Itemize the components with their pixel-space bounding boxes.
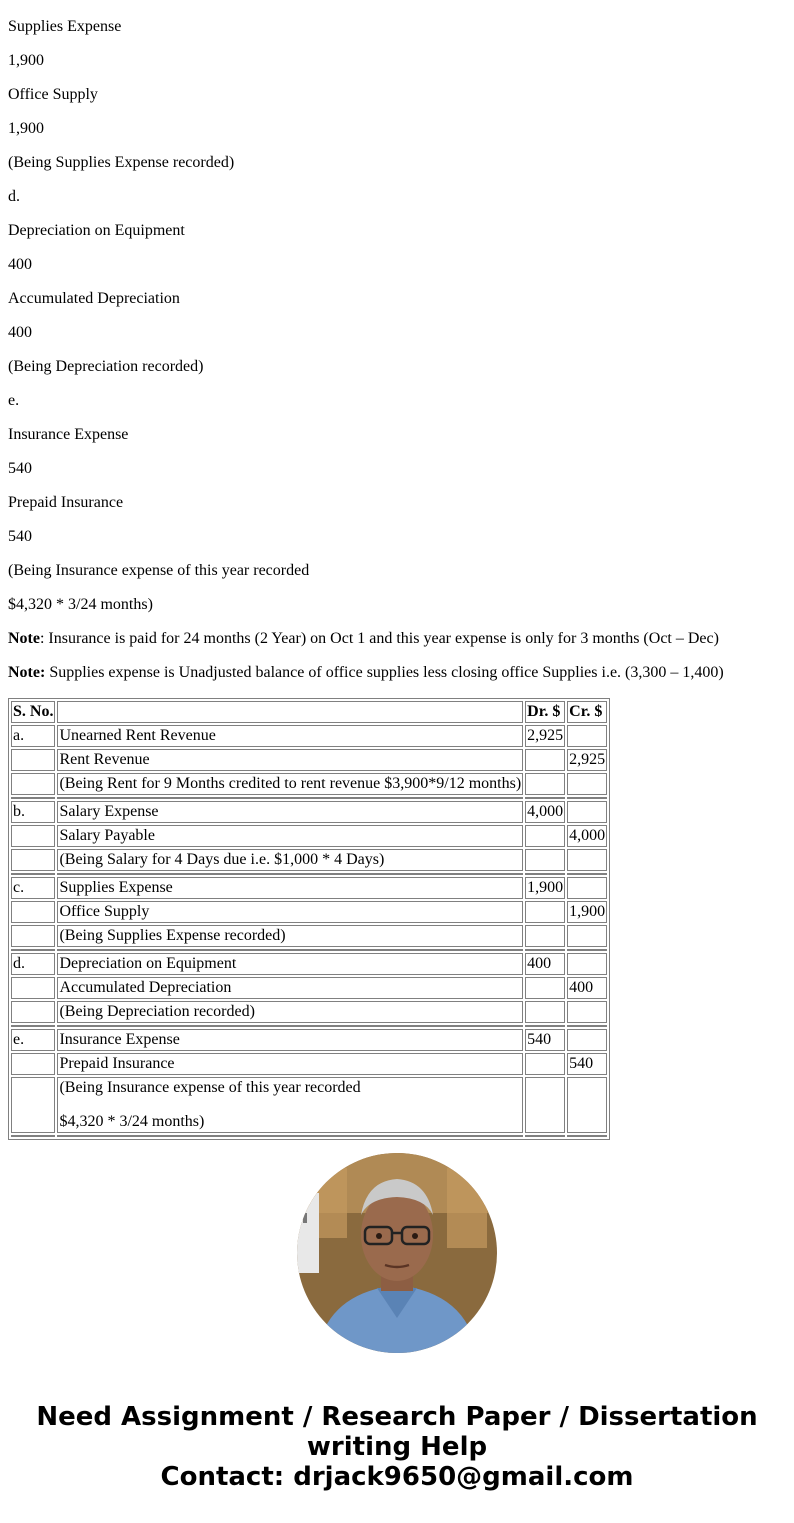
credit-cell: 4,000 [567,825,607,847]
entry-number [11,773,55,795]
debit-cell: 2,925 [525,725,565,747]
table-row [11,849,607,871]
note-text: : Insurance is paid for 24 months (2 Year) on Oct 1 and this year expense is only for 3 months (Oct – Dec) [39,630,719,647]
account-cell: Depreciation on Equipment [57,953,523,975]
header-account [57,701,523,723]
entry-separator [11,797,607,799]
credit-cell [567,1029,607,1051]
note-label: Note: [8,664,46,681]
account-cell: Rent Revenue [57,749,523,771]
entry-separator [11,873,607,875]
credit-cell: 1,900 [567,901,607,923]
debit-cell [525,825,565,847]
entry-number: e. [11,1029,55,1051]
separator-cell [525,797,565,799]
table-row [11,1077,607,1133]
entry-number: a. [11,725,55,747]
account-cell: (Being Rent for 9 Months credited to rent revenue $3,900*9/12 months) [57,773,523,795]
debit-cell [525,925,565,947]
account-line: (Being Insurance expense of this year recorded [59,1079,361,1096]
separator-cell [567,797,607,799]
separator-cell [11,797,55,799]
separator-cell [11,1025,55,1027]
entry-number [11,849,55,871]
entry-separator [11,1135,607,1137]
separator-cell [57,949,523,951]
debit-cell [525,749,565,771]
credit-cell: 540 [567,1053,607,1075]
debit-cell [525,773,565,795]
contact-banner [0,1402,794,1492]
table-row [11,801,607,823]
avatar-photo [297,1153,497,1353]
journal-line: 540 [8,528,32,545]
journal-line: Prepaid Insurance [8,494,124,511]
journal-text [8,0,786,614]
separator-cell [11,873,55,875]
separator-cell [57,873,523,875]
separator-cell [525,873,565,875]
entry-number [11,749,55,771]
journal-table [8,698,610,1140]
account-cell: Salary Payable [57,825,523,847]
banner-line-2: writing Help [306,1432,488,1462]
separator-cell [57,797,523,799]
header-dr: Dr. $ [525,701,565,723]
account-cell [57,1077,523,1133]
table-row [11,877,607,899]
debit-cell: 1,900 [525,877,565,899]
journal-line: 1,900 [8,52,44,69]
journal-line: e. [8,392,20,409]
journal-line: 540 [8,460,32,477]
credit-cell [567,801,607,823]
table-row [11,725,607,747]
journal-line: (Being Depreciation recorded) [8,358,204,375]
entry-separator [11,949,607,951]
note-supplies [8,664,786,682]
entry-number [11,901,55,923]
separator-cell [525,1135,565,1137]
account-line: $4,320 * 3/24 months) [59,1113,205,1130]
debit-cell [525,1077,565,1133]
entry-number [11,1077,55,1133]
debit-cell [525,901,565,923]
separator-cell [57,1135,523,1137]
entry-number: c. [11,877,55,899]
author-avatar [297,1153,497,1353]
debit-cell: 400 [525,953,565,975]
credit-cell [567,925,607,947]
debit-cell [525,977,565,999]
separator-cell [567,1025,607,1027]
document-body [8,0,786,1140]
header-cr: Cr. $ [567,701,607,723]
credit-cell [567,953,607,975]
entry-number [11,1001,55,1023]
credit-cell [567,1077,607,1133]
account-cell: Salary Expense [57,801,523,823]
debit-cell: 540 [525,1029,565,1051]
journal-line: $4,320 * 3/24 months) [8,596,153,613]
separator-cell [567,949,607,951]
account-cell: (Being Supplies Expense recorded) [57,925,523,947]
entry-number: d. [11,953,55,975]
debit-cell: 4,000 [525,801,565,823]
table-row [11,953,607,975]
debit-cell [525,1001,565,1023]
separator-cell [11,1135,55,1137]
credit-cell [567,725,607,747]
note-insurance [8,630,786,648]
journal-line [8,0,786,2]
header-sno: S. No. [11,701,55,723]
journal-line: Supplies Expense [8,18,122,35]
credit-cell [567,877,607,899]
account-cell: Supplies Expense [57,877,523,899]
journal-line: (Being Supplies Expense recorded) [8,154,235,171]
entry-number [11,1053,55,1075]
debit-cell [525,1053,565,1075]
table-row [11,825,607,847]
table-row [11,773,607,795]
credit-cell [567,1001,607,1023]
separator-cell [57,1025,523,1027]
account-cell: Insurance Expense [57,1029,523,1051]
separator-cell [525,1025,565,1027]
journal-line: 1,900 [8,120,44,137]
table-row [11,749,607,771]
journal-line: Depreciation on Equipment [8,222,185,239]
table-row [11,1029,607,1051]
credit-cell: 400 [567,977,607,999]
journal-line: (Being Insurance expense of this year recorded [8,562,310,579]
credit-cell [567,849,607,871]
account-cell: Unearned Rent Revenue [57,725,523,747]
separator-cell [11,949,55,951]
entry-number [11,925,55,947]
account-cell: (Being Salary for 4 Days due i.e. $1,000 * 4 Days) [57,849,523,871]
entry-number: b. [11,801,55,823]
credit-cell: 2,925 [567,749,607,771]
separator-cell [525,949,565,951]
table-header-row [11,701,607,723]
debit-cell [525,849,565,871]
separator-cell [567,873,607,875]
journal-line: 400 [8,256,32,273]
account-cell: (Being Depreciation recorded) [57,1001,523,1023]
note-label: Note [8,630,40,647]
account-cell: Accumulated Depreciation [57,977,523,999]
contact-email: Contact: drjack9650@gmail.com [160,1462,634,1492]
entry-number [11,825,55,847]
table-row [11,977,607,999]
journal-line: Office Supply [8,86,98,103]
banner-line-1: Need Assignment / Research Paper / Dissertation [36,1402,758,1432]
table-row [11,1053,607,1075]
note-text: Supplies expense is Unadjusted balance of office supplies less closing office Supplies i.e. (3,300 – 1,400) [45,664,724,681]
account-cell: Office Supply [57,901,523,923]
separator-cell [567,1135,607,1137]
entry-separator [11,1025,607,1027]
journal-line: Insurance Expense [8,426,129,443]
journal-line: Accumulated Depreciation [8,290,180,307]
credit-cell [567,773,607,795]
table-row [11,901,607,923]
journal-line: d. [8,188,20,205]
account-cell: Prepaid Insurance [57,1053,523,1075]
entry-number [11,977,55,999]
table-row [11,925,607,947]
journal-line: 400 [8,324,32,341]
table-row [11,1001,607,1023]
